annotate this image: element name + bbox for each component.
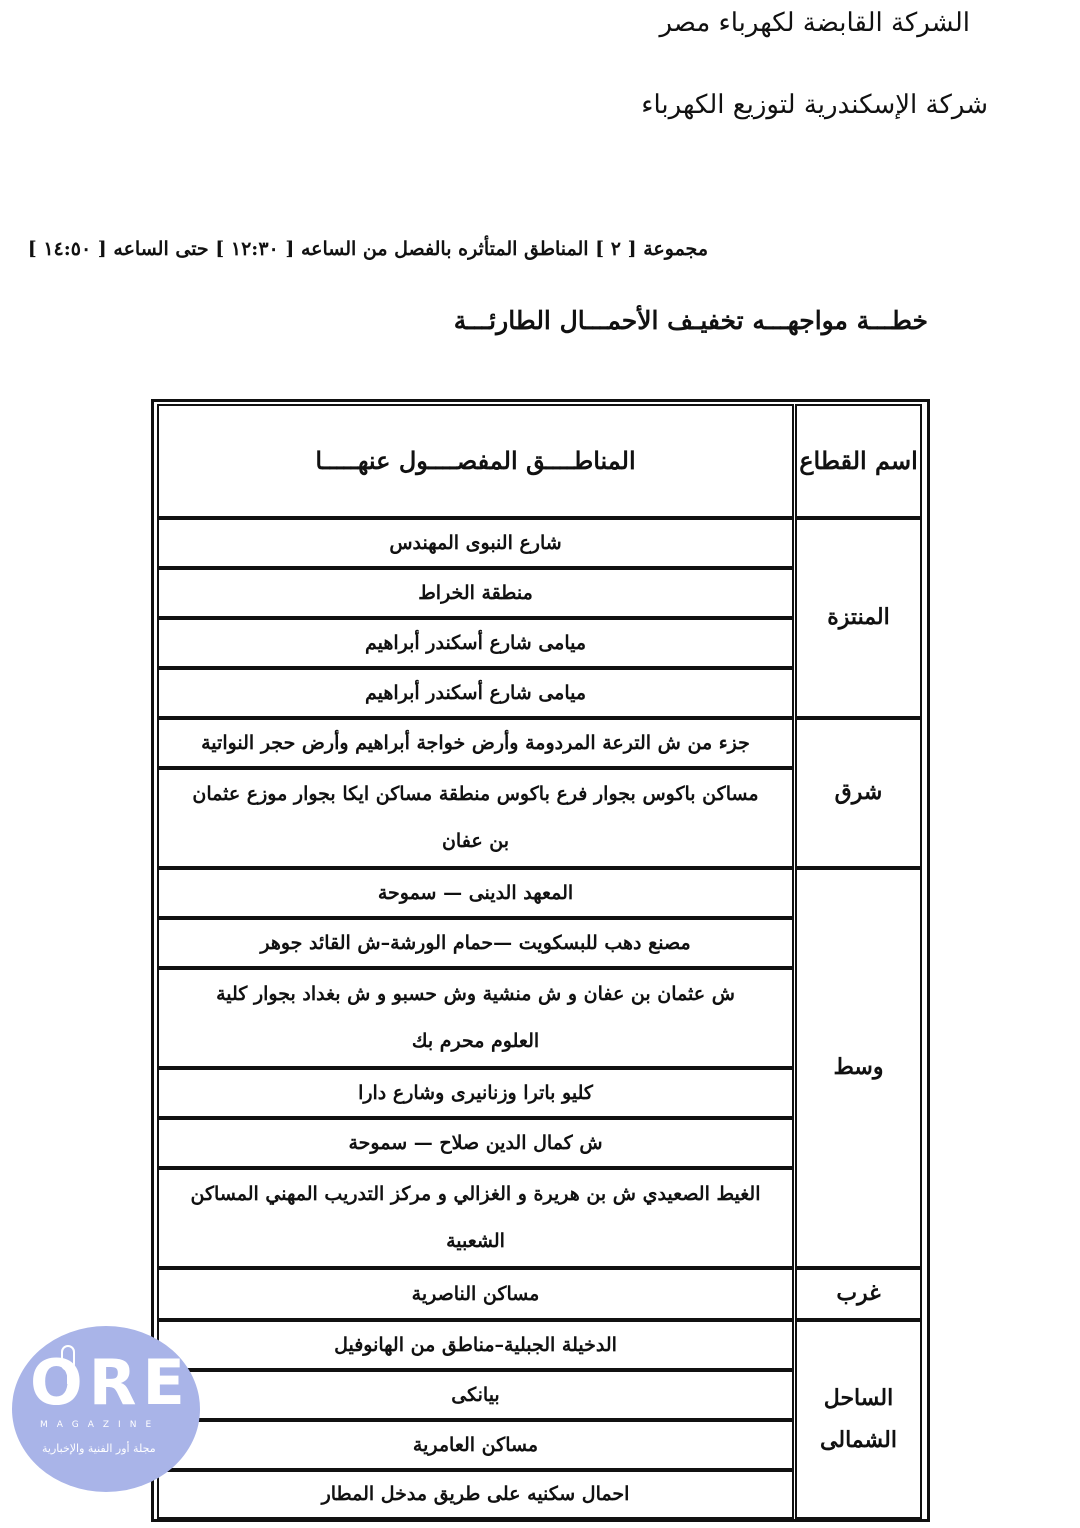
company-distribution-name: شركة الإسكندرية لتوزيع الكهرباء	[641, 90, 988, 120]
area-cell: مساكن باكوس بجوار فرع باكوس منطقة مساكن ايكا بجوار موزع عثمان بن عفان	[157, 768, 794, 868]
area-cell: منطقة الخراط	[157, 568, 794, 618]
plan-title: خطـــة مواجهـــه تخفيـف الأحمـــال الطارئـــة	[453, 306, 928, 335]
logo-sub: MAGAZINE	[40, 1420, 161, 1430]
area-cell: مساكن العامرية	[157, 1420, 794, 1470]
sector-sharq: شرق	[795, 718, 922, 868]
area-cell: ميامى شارع أسكندر أبراهيم	[157, 668, 794, 718]
group-time-line: مجموعة [ ٢ ] المناطق المتأثره بالفصل من الساعه [ ١٢:٣٠ ] حتى الساعه [ ١٤:٥٠ ]	[27, 238, 708, 260]
header-sector-cell: اسم القطاع	[795, 404, 922, 518]
area-cell: ش كمال الدين صلاح — سموحة	[157, 1118, 794, 1168]
area-cell: مصنع دهب للبسكويت —حمام الورشة–ش القائد جوهر	[157, 918, 794, 968]
header-areas-cell: المناطــــق المفصــــول عنهـــــا	[157, 404, 794, 518]
logo-tagline: مجلة أور الفنية والإخبارية	[42, 1442, 156, 1455]
area-cell: احمال سكنيه على طريق مدخل المطار	[157, 1470, 794, 1519]
area-cell: الدخيلة الجبلية–مناطق من الهانوفيل	[157, 1320, 794, 1370]
sector-wasat: وسط	[795, 868, 922, 1268]
area-cell: المعهد الدينى — سموحة	[157, 868, 794, 918]
company-holding-name: الشركة القابضة لكهرباء مصر	[659, 8, 970, 38]
sector-gharb: غرب	[795, 1268, 922, 1320]
area-cell: شارع النبوى المهندس	[157, 518, 794, 568]
ore-magazine-logo	[12, 1326, 200, 1492]
area-cell: الغيط الصعيدي ش بن هريرة و الغزالي و مركز التدريب المهني المساكن الشعبية	[157, 1168, 794, 1268]
area-cell: كليو باترا وزنانيرى وشارع دارا	[157, 1068, 794, 1118]
area-cell: جزء من ش الترعة المردومة وأرض خواجة أبراهيم وأرض حجر النواتية	[157, 718, 794, 768]
outage-table	[151, 399, 930, 1522]
sector-north-coast: الساحل الشمالى	[795, 1320, 922, 1519]
area-cell: مساكن الناصرية	[157, 1268, 794, 1320]
sector-montaza: المنتزة	[795, 518, 922, 718]
logo-wordmark: ORE	[30, 1346, 191, 1419]
area-cell: بيانكى	[157, 1370, 794, 1420]
area-cell: ش عثمان بن عفان و ش منشية وش حسبو و ش بغداد بجوار كلية العلوم محرم بك	[157, 968, 794, 1068]
area-cell: ميامى شارع أسكندر أبراهيم	[157, 618, 794, 668]
